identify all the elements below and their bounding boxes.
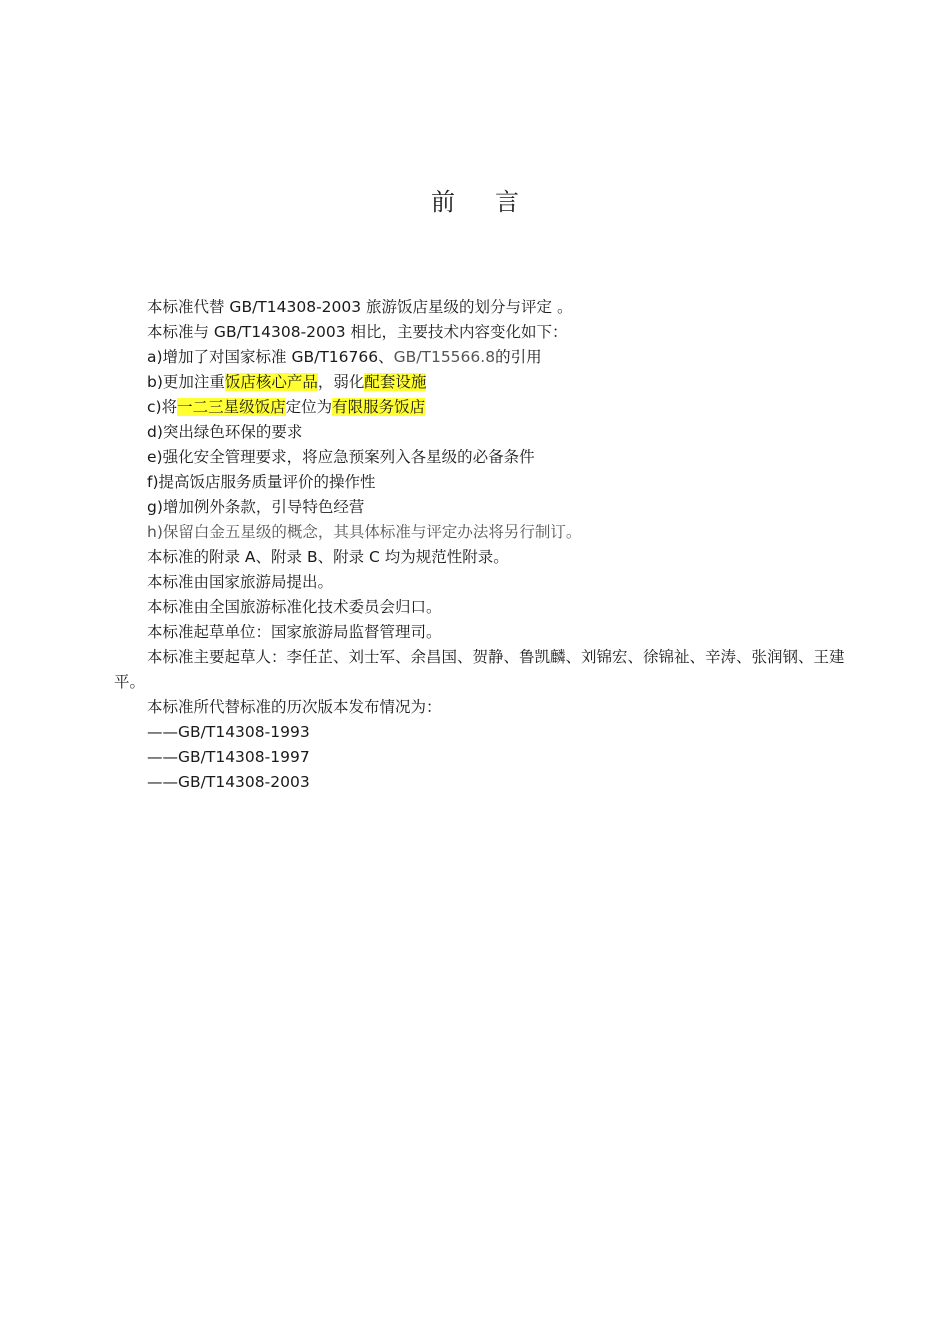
title-char-1: 前 (431, 188, 455, 216)
list-item-g: g)增加例外条款，引导特色经营 (147, 498, 365, 516)
paragraph-proposer: 本标准由国家旅游局提出。 (147, 573, 334, 591)
title-char-2: 言 (495, 188, 519, 216)
list-item-c-mid: 定位为 (285, 398, 333, 416)
version-2003: ——GB/T14308-2003 (147, 773, 310, 791)
paragraph-appendices: 本标准的附录 A、附录 B、附录 C 均为规范性附录。 (147, 548, 509, 566)
paragraph-replaces: 本标准代替 GB/T14308-2003 旅游饭店星级的划分与评定 。 (147, 298, 573, 316)
paragraph-changes-intro: 本标准与 GB/T14308-2003 相比，主要技术内容变化如下： (147, 323, 568, 341)
list-item-a-suffix: 的引用 (495, 348, 542, 366)
list-item-a-text: a)增加了对国家标准 GB/T16766、 (147, 348, 394, 366)
list-item-e: e)强化安全管理要求，将应急预案列入各星级的必备条件 (147, 448, 535, 466)
version-1993: ——GB/T14308-1993 (147, 723, 310, 741)
highlight-core-product: 饭店核心产品 (224, 373, 318, 391)
list-item-a-ref: GB/T15566.8 (393, 348, 496, 366)
foreword-body (114, 295, 874, 795)
list-item-b-mid: ，弱化 (317, 373, 365, 391)
list-item-h: h)保留白金五星级的概念，其具体标准与评定办法将另行制订。 (147, 523, 582, 541)
list-item-b (114, 370, 874, 395)
list-item-f: f)提高饭店服务质量评价的操作性 (147, 473, 376, 491)
list-item-d: d)突出绿色环保的要求 (147, 423, 303, 441)
highlight-star-hotels: 一二三星级饭店 (177, 398, 286, 416)
list-item-a (114, 345, 874, 370)
page-title (0, 182, 950, 217)
version-1997: ——GB/T14308-1997 (147, 748, 310, 766)
highlight-facilities: 配套设施 (364, 373, 427, 391)
paragraph-drafters: 本标准主要起草人：李任芷、刘士军、余昌国、贺静、鲁凯麟、刘锦宏、徐锦祉、辛涛、张润钢、王建平。 (114, 648, 845, 691)
list-item-c (114, 395, 874, 420)
list-item-b-text: b)更加注重 (147, 373, 225, 391)
list-item-c-text: c)将 (147, 398, 178, 416)
highlight-limited-service: 有限服务饭店 (332, 398, 426, 416)
paragraph-drafting-unit: 本标准起草单位：国家旅游局监督管理司。 (147, 623, 442, 641)
paragraph-history-intro: 本标准所代替标准的历次版本发布情况为： (147, 698, 442, 716)
paragraph-committee: 本标准由全国旅游标准化技术委员会归口。 (147, 598, 442, 616)
